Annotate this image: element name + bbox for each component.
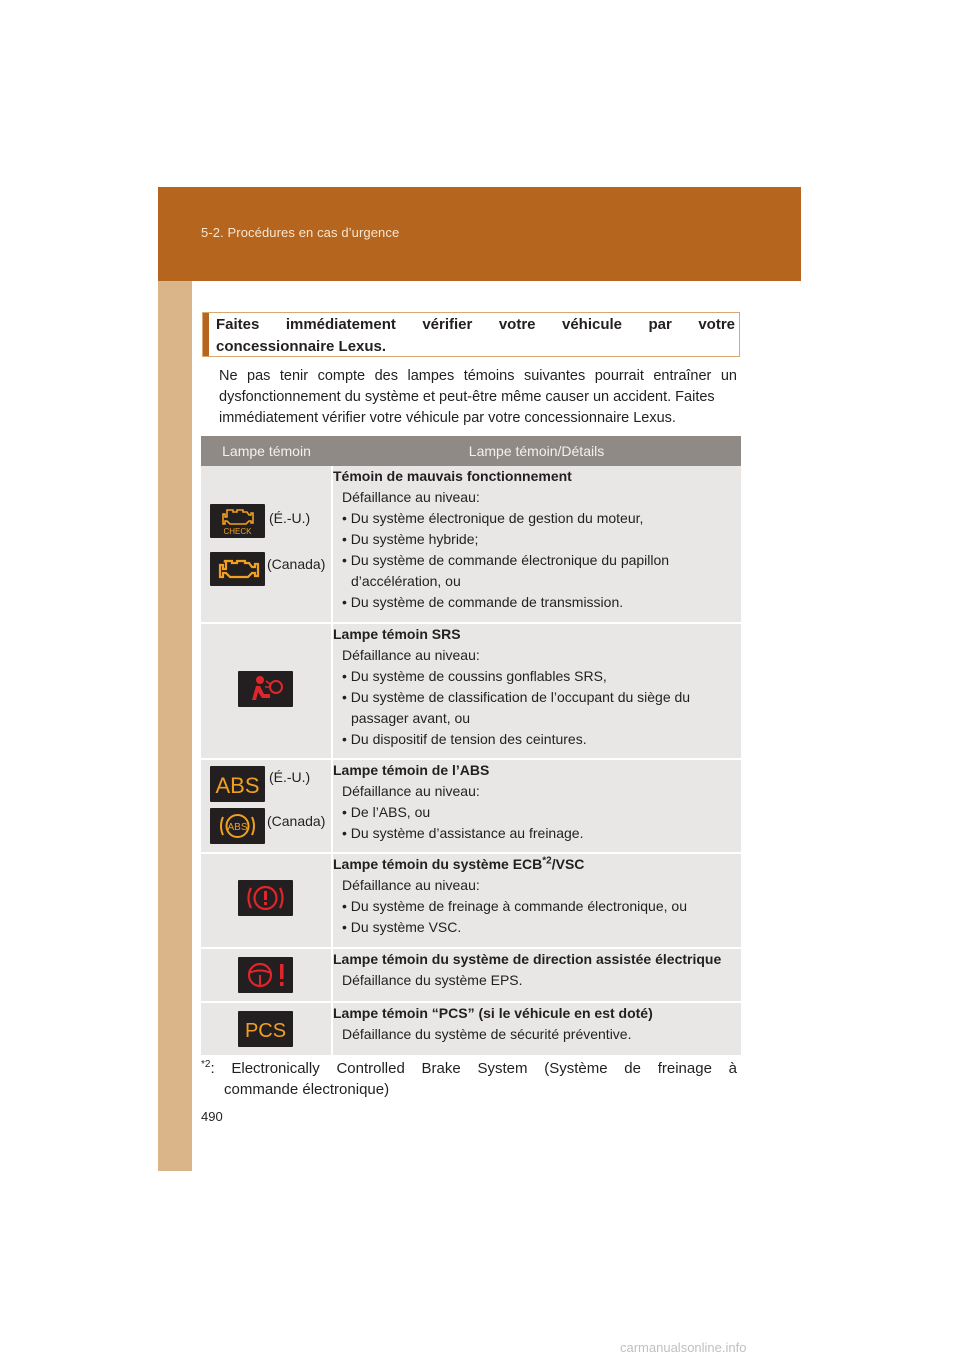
brake-warning-icon bbox=[238, 880, 293, 916]
table-row bbox=[201, 623, 741, 759]
lamp-details-cell bbox=[332, 759, 741, 853]
intro-line-1: Ne pas tenir compte des lampes témoins suivantes pourrait entraîner un dysfonctionnement du système et peut-être même causer un accident. Faites bbox=[219, 368, 737, 405]
details-intro: Défaillance au niveau: bbox=[342, 877, 480, 893]
eps-warning-icon bbox=[238, 957, 293, 993]
page-number: 490 bbox=[201, 1109, 223, 1124]
table-row bbox=[201, 948, 741, 1002]
details-intro: Défaillance du système EPS. bbox=[342, 972, 523, 988]
footnote-line-1 bbox=[201, 1058, 737, 1079]
footnote bbox=[201, 1058, 737, 1100]
check-engine-icon bbox=[210, 504, 265, 538]
section-title: 5-2. Procédures en cas d’urgence bbox=[201, 225, 400, 240]
callout-line-2: concessionnaire Lexus. bbox=[216, 338, 387, 355]
warning-lamps-table bbox=[201, 436, 741, 1057]
pcs-icon bbox=[238, 1011, 293, 1047]
lamp-title-end: /VSC bbox=[551, 856, 585, 872]
region-usa: (É.-U.) bbox=[269, 510, 311, 526]
details-bullet: • Du système de coussins gonflables SRS, bbox=[342, 668, 607, 684]
table-row bbox=[201, 466, 741, 623]
lamp-details-cell bbox=[332, 1002, 741, 1056]
pcs-text: PCS bbox=[244, 1020, 287, 1042]
details-intro: Défaillance du système de sécurité préventive. bbox=[342, 1026, 632, 1042]
lamp-icon-cell bbox=[201, 623, 332, 759]
details-bullet: • Du dispositif de tension des ceintures. bbox=[342, 731, 587, 747]
lamp-title-text: Lampe témoin du système ECB bbox=[333, 856, 543, 872]
svg-text:CHECK: CHECK bbox=[223, 527, 252, 536]
region-usa: (É.-U.) bbox=[269, 769, 311, 785]
lamp-title: Lampe témoin du système de direction assistée électrique bbox=[333, 951, 722, 967]
intro-paragraph bbox=[219, 366, 737, 429]
footnote-ref: *2 bbox=[542, 855, 552, 867]
table-row bbox=[201, 853, 741, 948]
side-margin-bar bbox=[158, 281, 192, 1171]
footnote-mark: *2 bbox=[201, 1059, 211, 1070]
details-intro: Défaillance au niveau: bbox=[342, 783, 480, 799]
details-bullet: • Du système VSC. bbox=[342, 919, 462, 935]
intro-line-2: immédiatement vérifier votre véhicule par votre concessionnaire Lexus. bbox=[219, 410, 676, 426]
details-bullet-cont: passager avant, ou bbox=[351, 710, 471, 726]
column-header-lamp: Lampe témoin bbox=[201, 436, 332, 466]
abs-text-icon bbox=[210, 766, 265, 802]
details-bullet: • Du système de classification de l’occupant du siège du bbox=[342, 689, 691, 705]
details-bullet: • Du système électronique de gestion du moteur, bbox=[342, 510, 644, 526]
watermark: carmanualsonline.info bbox=[620, 1340, 747, 1355]
abs-text: ABS bbox=[215, 773, 260, 798]
details-bullet: • Du système de commande de transmission. bbox=[342, 594, 624, 610]
lamp-icon-cell bbox=[201, 466, 332, 623]
details-intro: Défaillance au niveau: bbox=[342, 489, 480, 505]
details-intro: Défaillance au niveau: bbox=[342, 647, 480, 663]
section-header bbox=[158, 187, 801, 281]
details-bullet: • De l’ABS, ou bbox=[342, 804, 431, 820]
lamp-title: Lampe témoin SRS bbox=[333, 626, 461, 642]
lamp-icon-cell bbox=[201, 1002, 332, 1056]
details-bullet: • Du système de commande électronique du papillon bbox=[342, 552, 670, 568]
lamp-details-cell bbox=[332, 948, 741, 1002]
callout-line-1: Faites immédiatement vérifier votre véhicule par votre bbox=[216, 316, 735, 333]
details-bullet: • Du système de freinage à commande électronique, ou bbox=[342, 898, 687, 914]
lamp-title bbox=[333, 854, 741, 875]
column-header-details: Lampe témoin/Détails bbox=[332, 436, 741, 466]
footnote-text-1: : Electronically Controlled Brake System (Système de freinage à bbox=[210, 1060, 737, 1077]
lamp-title: Lampe témoin “PCS” (si le véhicule en est doté) bbox=[333, 1005, 653, 1021]
abs-circle-icon bbox=[210, 808, 265, 844]
region-canada: (Canada) bbox=[267, 556, 326, 572]
table-header-row bbox=[201, 436, 741, 466]
lamp-details-cell bbox=[332, 623, 741, 759]
details-bullet: • Du système hybride; bbox=[342, 531, 479, 547]
lamp-icon-cell bbox=[201, 759, 332, 853]
lamp-icon-cell bbox=[201, 948, 332, 1002]
region-canada: (Canada) bbox=[267, 813, 326, 829]
lamp-icon-cell bbox=[201, 853, 332, 948]
callout-box bbox=[202, 312, 740, 357]
table-row bbox=[201, 1002, 741, 1056]
srs-airbag-icon bbox=[238, 671, 293, 707]
engine-icon bbox=[210, 552, 265, 586]
details-bullet-cont: d’accélération, ou bbox=[351, 573, 461, 589]
details-bullet: • Du système d’assistance au freinage. bbox=[342, 825, 584, 841]
lamp-details-cell bbox=[332, 853, 741, 948]
table-row bbox=[201, 759, 741, 853]
lamp-title: Témoin de mauvais fonctionnement bbox=[333, 468, 572, 484]
footnote-line-2: commande électronique) bbox=[224, 1081, 390, 1098]
callout-accent-bar bbox=[203, 313, 209, 356]
lamp-title: Lampe témoin de l’ABS bbox=[333, 762, 490, 778]
abs-circle-text: ABS bbox=[227, 822, 248, 833]
lamp-details-cell bbox=[332, 466, 741, 623]
